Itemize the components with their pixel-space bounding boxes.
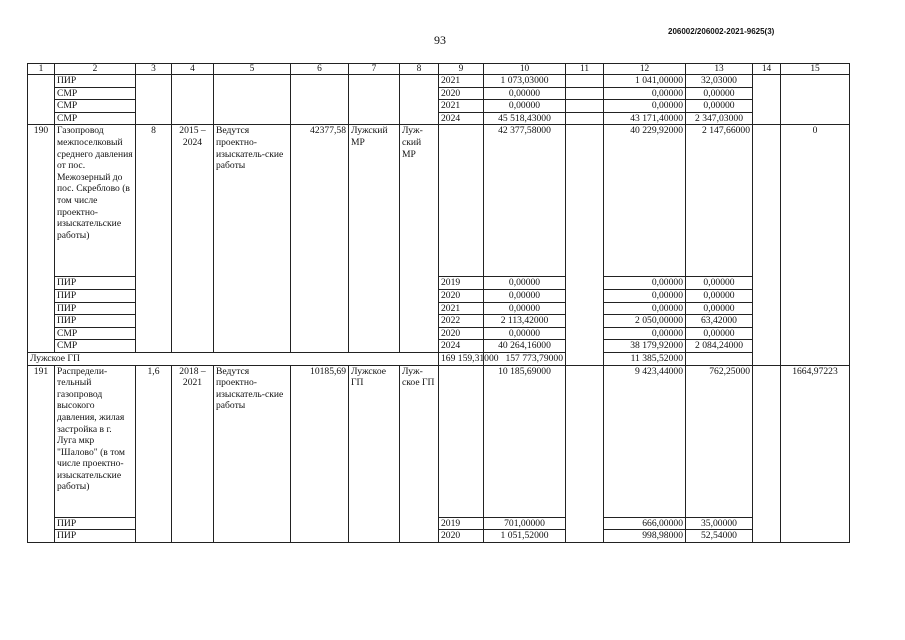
year-cell: 2022 bbox=[439, 315, 484, 328]
year-cell: 2021 bbox=[439, 302, 484, 315]
amount-cell: 40 229,92000 bbox=[604, 125, 686, 277]
empty-cell bbox=[753, 125, 781, 365]
capacity-cell: 8 bbox=[136, 125, 172, 353]
empty-cell bbox=[566, 365, 604, 542]
remaining-cell: 1664,97223 bbox=[781, 365, 850, 542]
remaining-cell: 0 bbox=[781, 125, 850, 365]
subtotal-total: 169 159,31000 bbox=[439, 352, 484, 365]
settlement-cell: Луж-ский МР bbox=[400, 125, 439, 353]
amount-cell: 32,03000 bbox=[686, 75, 753, 88]
work-type-cell: СМР bbox=[55, 340, 136, 353]
amount-cell: 0,00000 bbox=[604, 302, 686, 315]
total-cell: 1 073,03000 bbox=[484, 75, 566, 88]
work-type-cell: СМР bbox=[55, 112, 136, 125]
amount-cell: 0,00000 bbox=[604, 277, 686, 290]
work-type-cell: ПИР bbox=[55, 517, 136, 530]
column-header: 10 bbox=[484, 64, 566, 75]
amount-cell: 0,00000 bbox=[604, 327, 686, 340]
amount-cell: 0,00000 bbox=[686, 327, 753, 340]
total-cell: 45 518,43000 bbox=[484, 112, 566, 125]
empty-cell bbox=[439, 125, 484, 277]
year-cell: 2024 bbox=[439, 112, 484, 125]
amount-cell: 762,25000 bbox=[686, 365, 753, 517]
column-header: 6 bbox=[291, 64, 349, 75]
subtotal-amount: 11 385,52000 bbox=[604, 352, 686, 365]
total-cell: 1 051,52000 bbox=[484, 530, 566, 543]
column-header: 2 bbox=[55, 64, 136, 75]
amount-cell: 9 423,44000 bbox=[604, 365, 686, 517]
empty-cell bbox=[753, 75, 781, 125]
empty-cell bbox=[214, 75, 291, 125]
work-type-cell: СМР bbox=[55, 87, 136, 100]
year-cell: 2021 bbox=[439, 100, 484, 113]
empty-cell bbox=[291, 75, 349, 125]
period-cell: 2018 – 2021 bbox=[172, 365, 214, 542]
amount-cell: 35,00000 bbox=[686, 517, 753, 530]
empty-cell bbox=[566, 125, 604, 365]
work-type-cell: ПИР bbox=[55, 289, 136, 302]
amount-cell: 0,00000 bbox=[686, 277, 753, 290]
item-row bbox=[28, 125, 850, 277]
amount-cell: 2 347,03000 bbox=[686, 112, 753, 125]
settlement-cell: Луж-ское ГП bbox=[400, 365, 439, 542]
total-cell: 0,00000 bbox=[484, 277, 566, 290]
year-cell: 2020 bbox=[439, 289, 484, 302]
amount-cell: 2 050,00000 bbox=[604, 315, 686, 328]
year-cell: 2024 bbox=[439, 340, 484, 353]
subtotal-label: Лужское ГП bbox=[28, 352, 439, 365]
empty-cell bbox=[28, 75, 55, 125]
amount-cell: 43 171,40000 bbox=[604, 112, 686, 125]
amount-cell: 2 147,66000 bbox=[686, 125, 753, 277]
column-header: 13 bbox=[686, 64, 753, 75]
amount-cell: 1 041,00000 bbox=[604, 75, 686, 88]
amount-cell: 0,00000 bbox=[686, 302, 753, 315]
subtotal-amount: 157 773,79000 bbox=[484, 352, 566, 365]
work-type-cell: ПИР bbox=[55, 75, 136, 88]
object-name: Газопровод межпоселковый среднего давления от пос. Межозерный до пос. Скреблово (в том числе проектно-изыскательские работы) bbox=[55, 125, 136, 277]
amount-cell: 38 179,92000 bbox=[604, 340, 686, 353]
amount-cell: 0,00000 bbox=[686, 289, 753, 302]
column-header: 7 bbox=[349, 64, 400, 75]
empty-cell bbox=[172, 75, 214, 125]
item-row bbox=[28, 365, 850, 517]
total-cell: 0,00000 bbox=[484, 289, 566, 302]
amount-cell: 0,00000 bbox=[686, 100, 753, 113]
page-number: 93 bbox=[434, 33, 446, 47]
period-cell: 2015 – 2024 bbox=[172, 125, 214, 353]
year-cell: 2020 bbox=[439, 87, 484, 100]
table-row bbox=[28, 75, 850, 88]
total-cell: 701,00000 bbox=[484, 517, 566, 530]
municipality-cell: Лужский МР bbox=[349, 125, 400, 353]
header-row bbox=[28, 64, 850, 75]
total-cell: 0,00000 bbox=[484, 302, 566, 315]
year-cell: 2021 bbox=[439, 75, 484, 88]
column-header: 3 bbox=[136, 64, 172, 75]
cost-cell: 10185,69 bbox=[291, 365, 349, 542]
empty-cell bbox=[566, 87, 604, 100]
cost-cell: 42377,58 bbox=[291, 125, 349, 353]
total-cell: 42 377,58000 bbox=[484, 125, 566, 277]
amount-cell: 0,00000 bbox=[686, 87, 753, 100]
column-header: 11 bbox=[566, 64, 604, 75]
column-header: 15 bbox=[781, 64, 850, 75]
investment-table bbox=[27, 63, 850, 543]
column-header: 5 bbox=[214, 64, 291, 75]
empty-cell bbox=[566, 100, 604, 113]
column-header: 12 bbox=[604, 64, 686, 75]
item-number: 190 bbox=[28, 125, 55, 353]
year-cell: 2019 bbox=[439, 517, 484, 530]
column-header: 8 bbox=[400, 64, 439, 75]
status-cell: Ведутся проектно-изыскатель-ские работы bbox=[214, 365, 291, 542]
empty-cell bbox=[439, 365, 484, 517]
status-cell: Ведутся проектно-изыскатель-ские работы bbox=[214, 125, 291, 353]
total-cell: 0,00000 bbox=[484, 100, 566, 113]
work-type-cell: ПИР bbox=[55, 302, 136, 315]
empty-cell bbox=[566, 112, 604, 125]
total-cell: 10 185,69000 bbox=[484, 365, 566, 517]
amount-cell: 0,00000 bbox=[604, 100, 686, 113]
document-code: 206002/206002-2021-9625(3) bbox=[668, 27, 775, 36]
empty-cell bbox=[349, 75, 400, 125]
column-header: 14 bbox=[753, 64, 781, 75]
amount-cell: 0,00000 bbox=[604, 289, 686, 302]
work-type-cell: ПИР bbox=[55, 277, 136, 290]
amount-cell: 52,54000 bbox=[686, 530, 753, 543]
year-cell: 2020 bbox=[439, 530, 484, 543]
empty-cell bbox=[753, 365, 781, 542]
total-cell: 40 264,16000 bbox=[484, 340, 566, 353]
column-header: 1 bbox=[28, 64, 55, 75]
amount-cell: 63,42000 bbox=[686, 315, 753, 328]
work-type-cell: СМР bbox=[55, 327, 136, 340]
empty-cell bbox=[781, 75, 850, 125]
subtotal-row bbox=[28, 352, 850, 365]
column-header: 4 bbox=[172, 64, 214, 75]
empty-cell bbox=[566, 75, 604, 88]
object-name: Распредели-тельный газопровод высокого давления, жилая застройка в г. Луга мкр "Шалово" (в том числе проектно-изыскательские работы) bbox=[55, 365, 136, 517]
year-cell: 2020 bbox=[439, 327, 484, 340]
item-number: 191 bbox=[28, 365, 55, 542]
amount-cell: 0,00000 bbox=[604, 87, 686, 100]
amount-cell: 998,98000 bbox=[604, 530, 686, 543]
work-type-cell: СМР bbox=[55, 100, 136, 113]
total-cell: 0,00000 bbox=[484, 87, 566, 100]
amount-cell: 2 084,24000 bbox=[686, 340, 753, 353]
municipality-cell: Лужское ГП bbox=[349, 365, 400, 542]
column-header: 9 bbox=[439, 64, 484, 75]
work-type-cell: ПИР bbox=[55, 315, 136, 328]
year-cell: 2019 bbox=[439, 277, 484, 290]
capacity-cell: 1,6 bbox=[136, 365, 172, 542]
total-cell: 2 113,42000 bbox=[484, 315, 566, 328]
empty-cell bbox=[400, 75, 439, 125]
empty-cell bbox=[136, 75, 172, 125]
amount-cell: 666,00000 bbox=[604, 517, 686, 530]
work-type-cell: ПИР bbox=[55, 530, 136, 543]
total-cell: 0,00000 bbox=[484, 327, 566, 340]
